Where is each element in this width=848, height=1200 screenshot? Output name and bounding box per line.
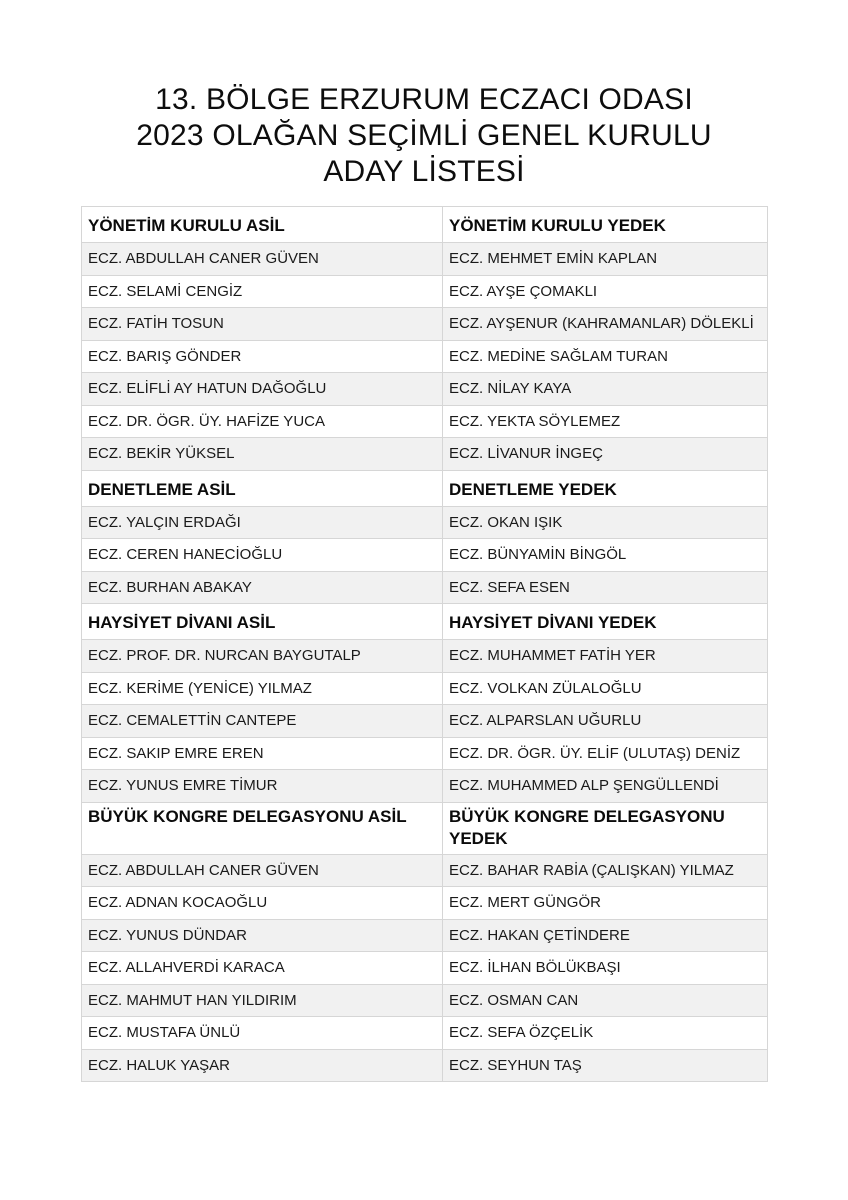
section-header-asil: HAYSİYET DİVANI ASİL (82, 604, 443, 640)
candidate-name-yedek: ECZ. SEFA ÖZÇELİK (443, 1017, 768, 1050)
candidate-name-yedek: ECZ. VOLKAN ZÜLALOĞLU (443, 672, 768, 705)
candidate-name-yedek: ECZ. YEKTA SÖYLEMEZ (443, 405, 768, 438)
candidate-row (82, 854, 768, 887)
title-line-1: 13. BÖLGE ERZURUM ECZACI ODASI (155, 83, 693, 116)
candidate-name-asil: ECZ. YUNUS DÜNDAR (82, 919, 443, 952)
candidate-name-yedek: ECZ. MEDİNE SAĞLAM TURAN (443, 340, 768, 373)
candidate-name-asil: ECZ. BURHAN ABAKAY (82, 571, 443, 604)
candidate-row (82, 243, 768, 276)
candidate-name-asil: ECZ. ADNAN KOCAOĞLU (82, 887, 443, 920)
section-header-asil: DENETLEME ASİL (82, 470, 443, 506)
candidate-name-asil: ECZ. ABDULLAH CANER GÜVEN (82, 243, 443, 276)
candidate-name-yedek: ECZ. MUHAMMET FATİH YER (443, 640, 768, 673)
candidate-row (82, 640, 768, 673)
candidate-name-asil: ECZ. KERİME (YENİCE) YILMAZ (82, 672, 443, 705)
candidate-name-asil: ECZ. HALUK YAŞAR (82, 1049, 443, 1082)
section-header-row (82, 802, 768, 854)
candidate-row (82, 275, 768, 308)
candidate-name-asil: ECZ. MUSTAFA ÜNLÜ (82, 1017, 443, 1050)
candidate-name-yedek: ECZ. MEHMET EMİN KAPLAN (443, 243, 768, 276)
document-title (0, 82, 848, 190)
title-line-3: ADAY LİSTESİ (323, 155, 525, 188)
candidate-row (82, 705, 768, 738)
section-header-yedek: BÜYÜK KONGRE DELEGASYONU YEDEK (443, 802, 768, 854)
title-line-2: 2023 OLAĞAN SEÇİMLİ GENEL KURULU (136, 119, 712, 152)
candidate-name-yedek: ECZ. LİVANUR İNGEÇ (443, 438, 768, 471)
candidate-name-asil: ECZ. MAHMUT HAN YILDIRIM (82, 984, 443, 1017)
candidate-row (82, 506, 768, 539)
candidate-name-yedek: ECZ. BAHAR RABİA (ÇALIŞKAN) YILMAZ (443, 854, 768, 887)
candidate-name-asil: ECZ. DR. ÖGR. ÜY. HAFİZE YUCA (82, 405, 443, 438)
candidate-name-asil: ECZ. ELİFLİ AY HATUN DAĞOĞLU (82, 373, 443, 406)
candidate-row (82, 1017, 768, 1050)
candidate-table (81, 206, 768, 1082)
candidate-row (82, 672, 768, 705)
candidate-row (82, 373, 768, 406)
candidate-table-body (82, 207, 768, 1082)
candidate-name-yedek: ECZ. SEYHUN TAŞ (443, 1049, 768, 1082)
candidate-name-asil: ECZ. SELAMİ CENGİZ (82, 275, 443, 308)
candidate-row (82, 405, 768, 438)
candidate-row (82, 984, 768, 1017)
candidate-name-yedek: ECZ. İLHAN BÖLÜKBAŞI (443, 952, 768, 985)
candidate-name-asil: ECZ. YALÇIN ERDAĞI (82, 506, 443, 539)
candidate-name-yedek: ECZ. NİLAY KAYA (443, 373, 768, 406)
candidate-name-asil: ECZ. CEREN HANECİOĞLU (82, 539, 443, 572)
candidate-name-asil: ECZ. BARIŞ GÖNDER (82, 340, 443, 373)
candidate-row (82, 737, 768, 770)
candidate-row (82, 770, 768, 803)
section-header-row (82, 470, 768, 506)
candidate-name-asil: ECZ. FATİH TOSUN (82, 308, 443, 341)
candidate-name-yedek: ECZ. ALPARSLAN UĞURLU (443, 705, 768, 738)
candidate-row (82, 887, 768, 920)
candidate-name-yedek: ECZ. DR. ÖGR. ÜY. ELİF (ULUTAŞ) DENİZ (443, 737, 768, 770)
candidate-row (82, 1049, 768, 1082)
candidate-name-yedek: ECZ. AYŞE ÇOMAKLI (443, 275, 768, 308)
candidate-name-yedek: ECZ. AYŞENUR (KAHRAMANLAR) DÖLEKLİ (443, 308, 768, 341)
candidate-name-asil: ECZ. SAKIP EMRE EREN (82, 737, 443, 770)
candidate-name-yedek: ECZ. OSMAN CAN (443, 984, 768, 1017)
candidate-row (82, 571, 768, 604)
candidate-name-asil: ECZ. ALLAHVERDİ KARACA (82, 952, 443, 985)
candidate-row (82, 952, 768, 985)
candidate-name-asil: ECZ. ABDULLAH CANER GÜVEN (82, 854, 443, 887)
candidate-name-asil: ECZ. YUNUS EMRE TİMUR (82, 770, 443, 803)
candidate-name-yedek: ECZ. OKAN IŞIK (443, 506, 768, 539)
section-header-row (82, 604, 768, 640)
candidate-row (82, 308, 768, 341)
candidate-row (82, 919, 768, 952)
candidate-name-asil: ECZ. PROF. DR. NURCAN BAYGUTALP (82, 640, 443, 673)
candidate-name-yedek: ECZ. BÜNYAMİN BİNGÖL (443, 539, 768, 572)
section-header-row (82, 207, 768, 243)
candidate-name-yedek: ECZ. SEFA ESEN (443, 571, 768, 604)
candidate-row (82, 340, 768, 373)
section-header-asil: YÖNETİM KURULU ASİL (82, 207, 443, 243)
candidate-row (82, 539, 768, 572)
section-header-yedek: DENETLEME YEDEK (443, 470, 768, 506)
section-header-yedek: HAYSİYET DİVANI YEDEK (443, 604, 768, 640)
candidate-name-yedek: ECZ. HAKAN ÇETİNDERE (443, 919, 768, 952)
candidate-row (82, 438, 768, 471)
section-header-yedek: YÖNETİM KURULU YEDEK (443, 207, 768, 243)
candidate-name-yedek: ECZ. MUHAMMED ALP ŞENGÜLLENDİ (443, 770, 768, 803)
candidate-name-asil: ECZ. CEMALETTİN CANTEPE (82, 705, 443, 738)
section-header-asil: BÜYÜK KONGRE DELEGASYONU ASİL (82, 802, 443, 854)
candidate-name-asil: ECZ. BEKİR YÜKSEL (82, 438, 443, 471)
candidate-name-yedek: ECZ. MERT GÜNGÖR (443, 887, 768, 920)
